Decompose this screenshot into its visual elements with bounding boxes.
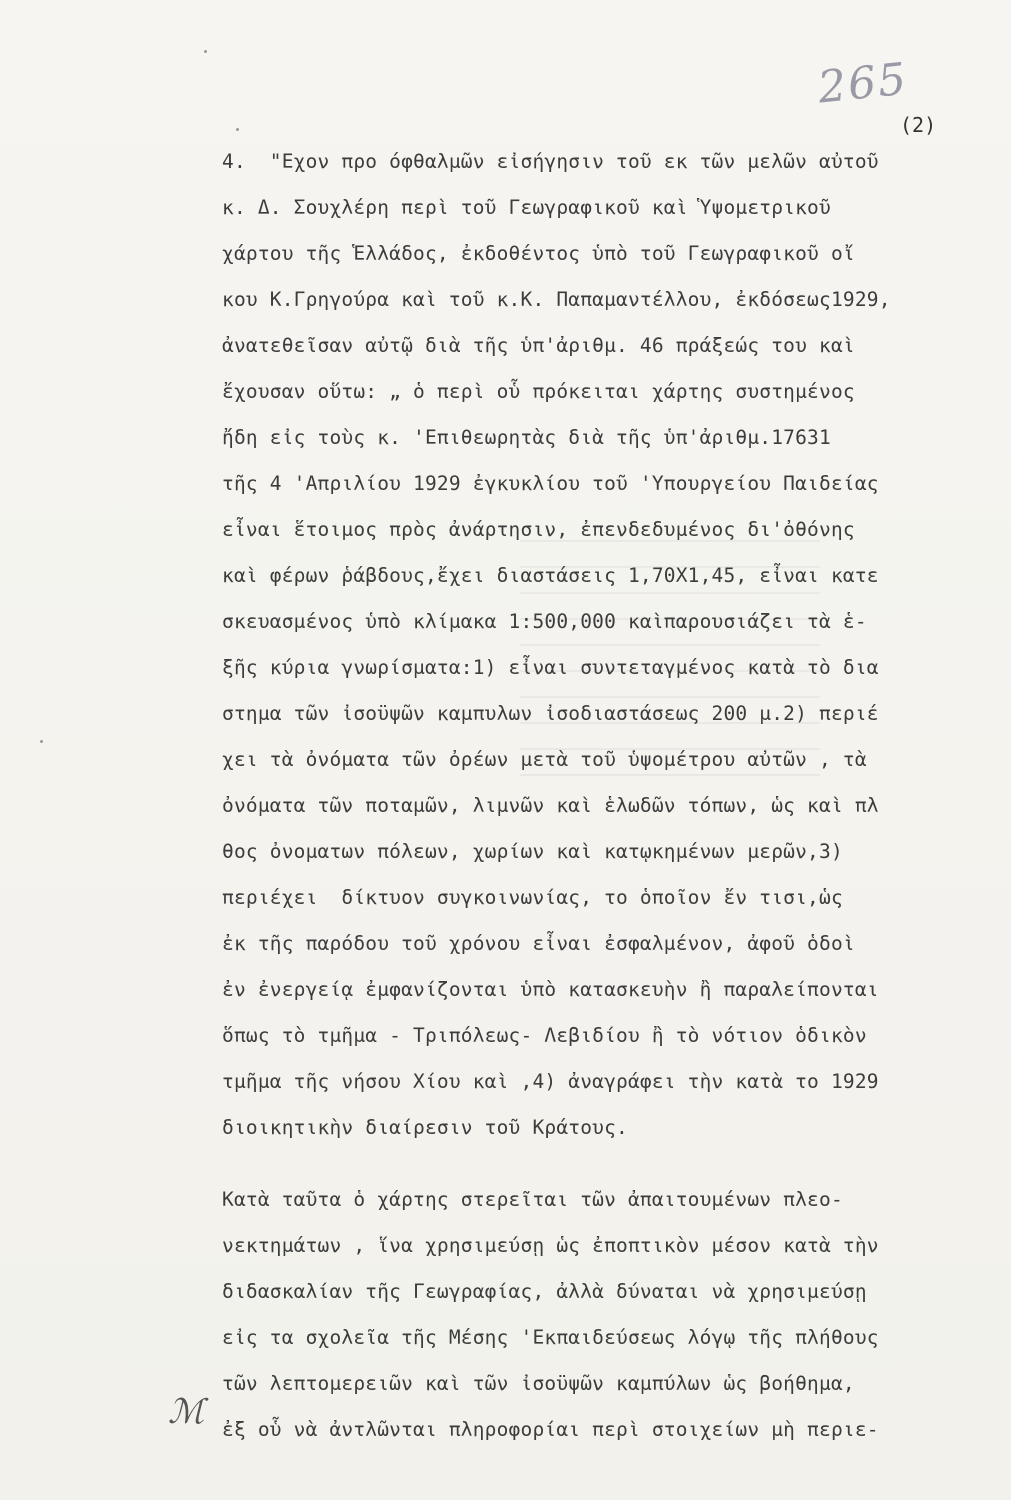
text-line-29: ἐξ οὗ νὰ ἀντλῶνται πληροφορίαι περὶ στοιχείων μὴ περιε- — [222, 1418, 879, 1441]
text-line-3: χάρτου τῆς Ἑλλάδος, ἐκδοθέντος ὑπὸ τοῦ Γεωγραφικοῦ οἴ — [222, 242, 855, 265]
margin-initial-mark: ℳ — [168, 1392, 205, 1432]
text-line-2: κ. Δ. Σουχλέρη περὶ τοῦ Γεωγραφικοῦ καὶ Ὑψομετρικοῦ — [222, 196, 831, 219]
folio-number: 265 — [815, 53, 911, 114]
text-line-15: ὀνόματα τῶν ποταμῶν, λιμνῶν καὶ ἑλωδῶν τόπων, ὡς καὶ πλ — [222, 794, 879, 817]
text-line-18: ἐκ τῆς παρόδου τοῦ χρόνου εἶναι ἐσφαλμένον, ἀφοῦ ὁδοὶ — [222, 932, 855, 955]
page-number: (2) — [900, 113, 937, 137]
paper-speck — [40, 740, 43, 743]
text-line-27: εἰς τα σχολεῖα τῆς Μέσης 'Εκπαιδεύσεως λόγῳ τῆς πλήθους — [222, 1326, 879, 1349]
text-line-26: διδασκαλίαν τῆς Γεωγραφίας, ἀλλὰ δύναται νὰ χρησιμεύσῃ — [222, 1280, 867, 1303]
paper-speck — [204, 50, 207, 53]
text-line-4: κου Κ.Γρηγούρα καὶ τοῦ κ.Κ. Παπαμαντέλλου, ἐκδόσεως1929, — [222, 288, 891, 311]
text-line-9: εἶναι ἕτοιμος πρὸς ἀνάρτησιν, ἐπενδεδυμένος δι'ὀθόνης — [222, 518, 855, 541]
text-line-1: 4. "Εχον προ όφθαλμῶν εἰσήγησιν τοῦ εκ τῶν μελῶν αὐτοῦ — [222, 150, 879, 173]
text-line-11: σκευασμένος ὑπὸ κλίμακα 1:500,000 καὶπαρουσιάζει τὰ ἑ- — [222, 610, 867, 633]
text-line-7: ἤδη εἰς τοὺς κ. 'Επιθεωρητὰς διὰ τῆς ὑπ'ἀριθμ.17631 — [222, 426, 831, 449]
text-line-17: περιέχει δίκτυον συγκοινωνίας, το ὁποῖον ἔν τισι,ὡς — [222, 886, 843, 909]
text-line-8: τῆς 4 'Απριλίου 1929 ἐγκυκλίου τοῦ 'Υπουργείου Παιδείας — [222, 472, 879, 495]
text-line-6: ἔχουσαν οὕτω: „ ὁ περὶ οὗ πρόκειται χάρτης συστημένος — [222, 380, 855, 403]
text-line-25: νεκτημάτων , ἵνα χρησιμεύσῃ ὡς ἐποπτικὸν μέσον κατὰ τὴν — [222, 1234, 879, 1257]
text-line-12: ξῆς κύρια γνωρίσματα:1) εἶναι συντεταγμένος κατὰ τὸ δια — [222, 656, 879, 679]
text-line-5: ἀνατεθεῖσαν αὐτῷ διὰ τῆς ὑπ'ἀριθμ. 46 πράξεώς του καὶ — [222, 334, 855, 357]
text-line-10: καὶ φέρων ῥάβδους,ἔχει διαστάσεις 1,70Χ1,45, εἶναι κατε — [222, 564, 879, 587]
text-line-14: χει τὰ ὀνόματα τῶν ὀρέων μετὰ τοῦ ὑψομέτρου αὐτῶν , τὰ — [222, 748, 867, 771]
text-line-24: Κατὰ ταῦτα ὁ χάρτης στερεῖται τῶν ἀπαιτουμένων πλεο- — [222, 1188, 843, 1211]
text-line-13: στημα τῶν ἰσοϋψῶν καμπυλων ἰσοδιαστάσεως 200 μ.2) περιέ — [222, 702, 879, 725]
paper-speck — [236, 128, 239, 131]
text-line-22: διοικητικὴν διαίρεσιν τοῦ Κράτους. — [222, 1116, 628, 1139]
text-line-21: τμῆμα τῆς νήσου Χίου καὶ ,4) ἀναγράφει τὴν κατὰ το 1929 — [222, 1070, 879, 1093]
text-line-19: ἐν ἐνεργείᾳ ἐμφανίζονται ὑπὸ κατασκευὴν ἢ παραλείπονται — [222, 978, 879, 1001]
text-line-20: ὅπως τὸ τμῆμα - Τριπόλεως- Λεβιδίου ἢ τὸ νότιον ὁδικὸν — [222, 1024, 867, 1047]
text-line-16: θος ὀνοματων πόλεων, χωρίων καὶ κατῳκημένων μερῶν,3) — [222, 840, 843, 863]
text-line-28: τῶν λεπτομερειῶν καὶ τῶν ἰσοϋψῶν καμπύλων ὡς βοήθημα, — [222, 1372, 855, 1395]
